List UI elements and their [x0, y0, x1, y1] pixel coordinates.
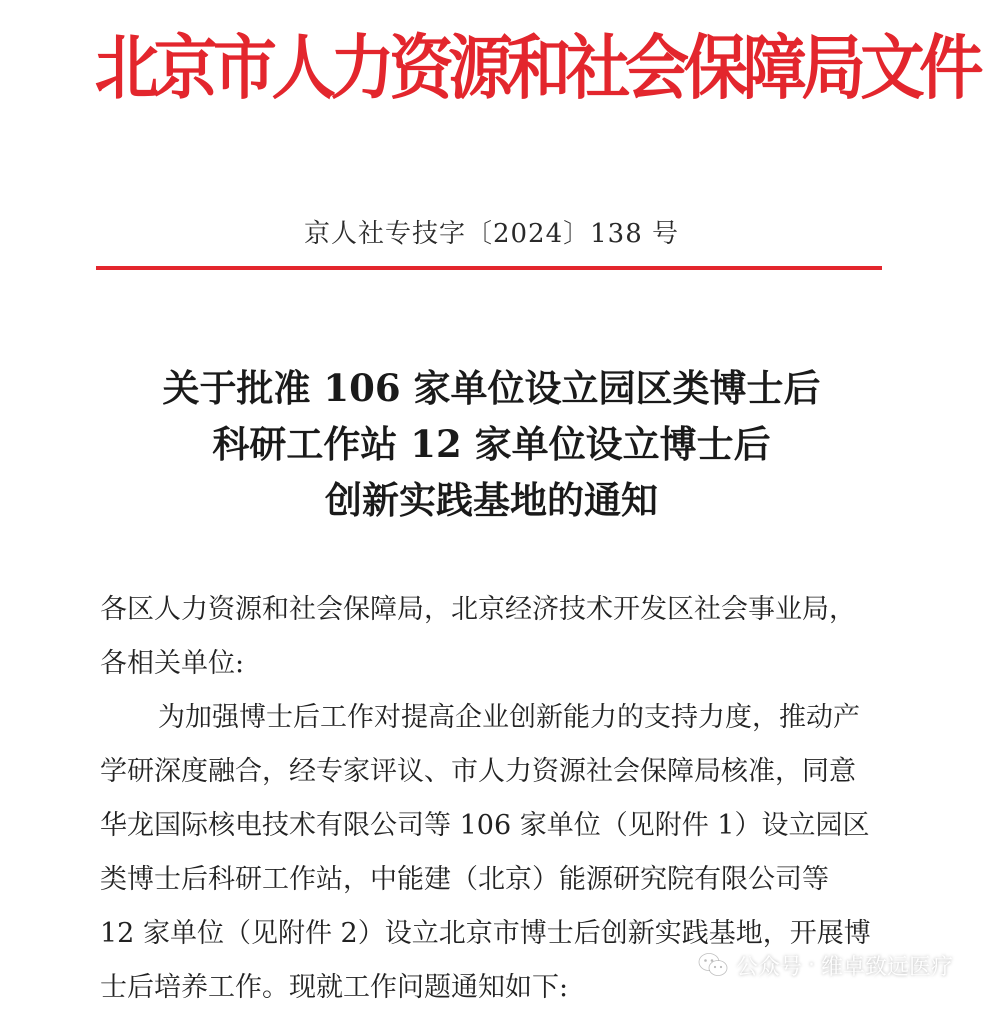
wechat-watermark	[698, 945, 953, 985]
issuer-header-title: 北京市人力资源和社会保障局文件	[94, 26, 978, 109]
wechat-icon	[698, 952, 728, 978]
notice-title-line-2: 科研工作站 12 家单位设立博士后	[212, 422, 771, 466]
watermark-separator: ·	[807, 952, 815, 978]
body-line-4: 类博士后科研工作站，中能建（北京）能源研究院有限公司等	[100, 864, 829, 895]
body-line-2: 学研深度融合，经专家评议、市人力资源社会保障局核准，同意	[100, 756, 856, 787]
document-number: 京人社专技字〔2024〕138 号	[303, 219, 680, 249]
addressee-line-1: 各区人力资源和社会保障局，北京经济技术开发区社会事业局，	[100, 594, 856, 625]
red-divider-line	[96, 266, 882, 270]
addressee-line-2: 各相关单位:	[100, 648, 245, 679]
body-line-5: 12 家单位（见附件 2）设立北京市博士后创新实践基地，开展博	[100, 918, 871, 949]
body-line-6: 士后培养工作。现就工作问题通知如下:	[100, 972, 569, 1003]
watermark-account: 维卓致远医疗	[820, 954, 953, 980]
watermark-label: 公众号	[735, 954, 802, 980]
notice-title	[0, 360, 983, 528]
notice-title-line-3: 创新实践基地的通知	[325, 478, 658, 522]
notice-title-line-1: 关于批准 106 家单位设立园区类博士后	[162, 366, 821, 410]
body-line-3: 华龙国际核电技术有限公司等 106 家单位（见附件 1）设立园区	[100, 810, 870, 841]
body-line-1: 为加强博士后工作对提高企业创新能力的支持力度，推动产	[158, 702, 860, 733]
